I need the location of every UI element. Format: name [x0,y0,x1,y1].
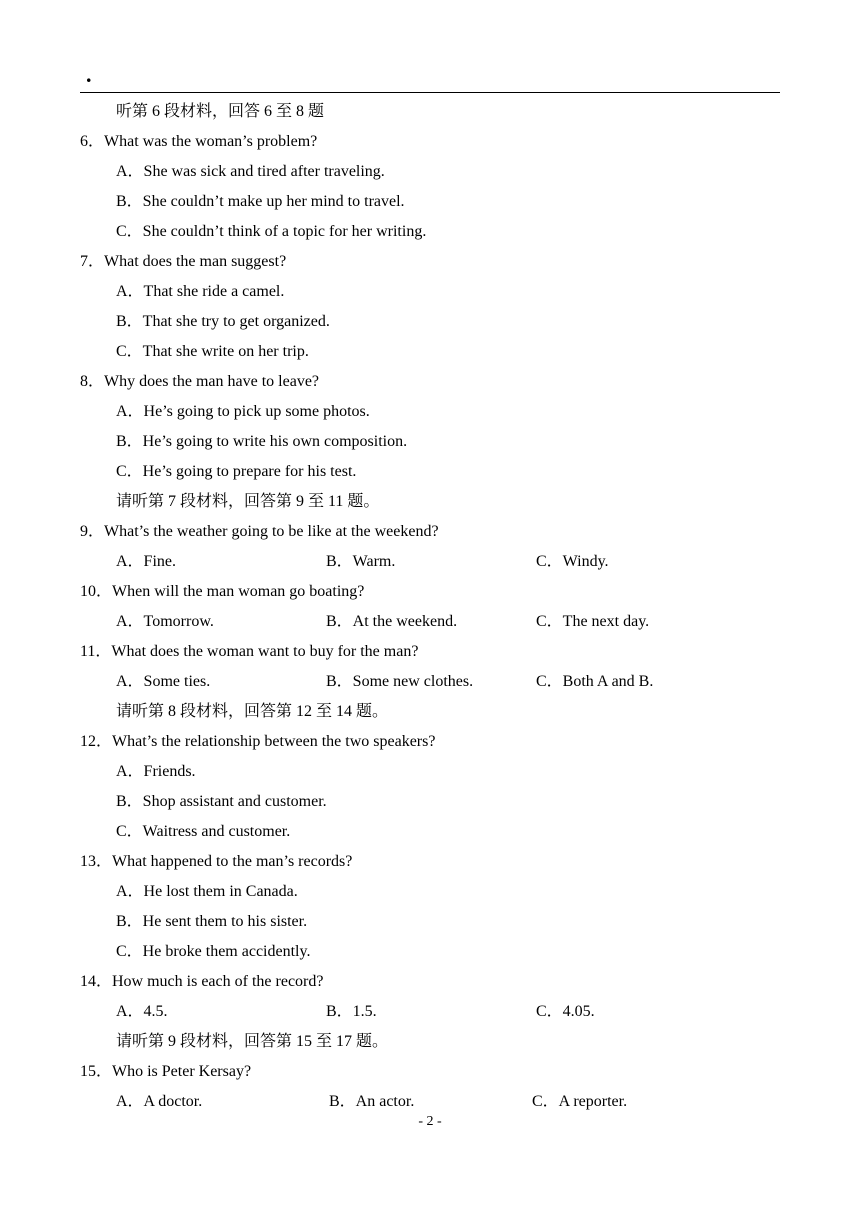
question-6: 6．What was the woman’s problem? [80,133,318,150]
option-13c: C．He broke them accidently. [116,943,311,960]
option-12a: A．Friends. [116,763,196,780]
options-9 [80,547,780,577]
option-10b: B．At the weekend. [326,613,458,630]
option-11a: A．Some ties. [116,673,211,690]
options-14 [80,997,780,1027]
question-9: 9．What’s the weather going to be like at the weekend? [80,523,439,540]
question-14: 14．How much is each of the record? [80,973,324,990]
option-7a: A．That she ride a camel. [116,283,285,300]
option-12b: B．Shop assistant and customer. [116,793,327,810]
option-9b: B．Warm. [326,553,396,570]
page-content [80,97,780,1117]
options-11 [80,667,780,697]
option-14b: B．1.5. [326,1003,377,1020]
section-instruction-6: 听第 6 段材料，回答 6 至 8 题 [116,103,325,120]
option-8b: B．He’s going to write his own composition. [116,433,408,450]
option-10a: A．Tomorrow. [116,613,214,630]
option-7b: B．That she try to get organized. [116,313,330,330]
options-10 [80,607,780,637]
section-instruction-7: 请听第 7 段材料，回答第 9 至 11 题。 [116,493,380,510]
option-13a: A．He lost them in Canada. [116,883,298,900]
option-8c: C．He’s going to prepare for his test. [116,463,357,480]
option-11b: B．Some new clothes. [326,673,474,690]
option-6a: A．She was sick and tired after traveling. [116,163,385,180]
option-15b: B．An actor. [329,1093,415,1110]
option-9c: C．Windy. [536,553,609,570]
section-instruction-9: 请听第 9 段材料，回答第 15 至 17 题。 [116,1033,389,1050]
option-11c: C．Both A and B. [536,673,654,690]
option-14c: C．4.05. [536,1003,595,1020]
option-6b: B．She couldn’t make up her mind to travel. [116,193,405,210]
option-8a: A．He’s going to pick up some photos. [116,403,370,420]
page-number: - 2 - [418,1114,442,1129]
option-10c: C．The next day. [536,613,650,630]
question-7: 7．What does the man suggest? [80,253,287,270]
option-15a: A．A doctor. [116,1093,203,1110]
option-7c: C．That she write on her trip. [116,343,309,360]
option-6c: C．She couldn’t think of a topic for her writing. [116,223,427,240]
question-15: 15．Who is Peter Kersay? [80,1063,252,1080]
option-9a: A．Fine. [116,553,177,570]
question-8: 8．Why does the man have to leave? [80,373,320,390]
question-13: 13．What happened to the man’s records? [80,853,353,870]
section-instruction-8: 请听第 8 段材料，回答第 12 至 14 题。 [116,703,389,720]
question-12: 12．What’s the relationship between the two speakers? [80,733,436,750]
option-12c: C．Waitress and customer. [116,823,291,840]
header-rule [80,92,780,93]
question-11: 11．What does the woman want to buy for the man? [80,643,419,660]
option-13b: B．He sent them to his sister. [116,913,308,930]
question-10: 10．When will the man woman go boating? [80,583,365,600]
option-15c: C．A reporter. [532,1093,628,1110]
options-15 [80,1087,780,1117]
option-14a: A．4.5. [116,1003,168,1020]
header-mark: . [86,62,92,87]
